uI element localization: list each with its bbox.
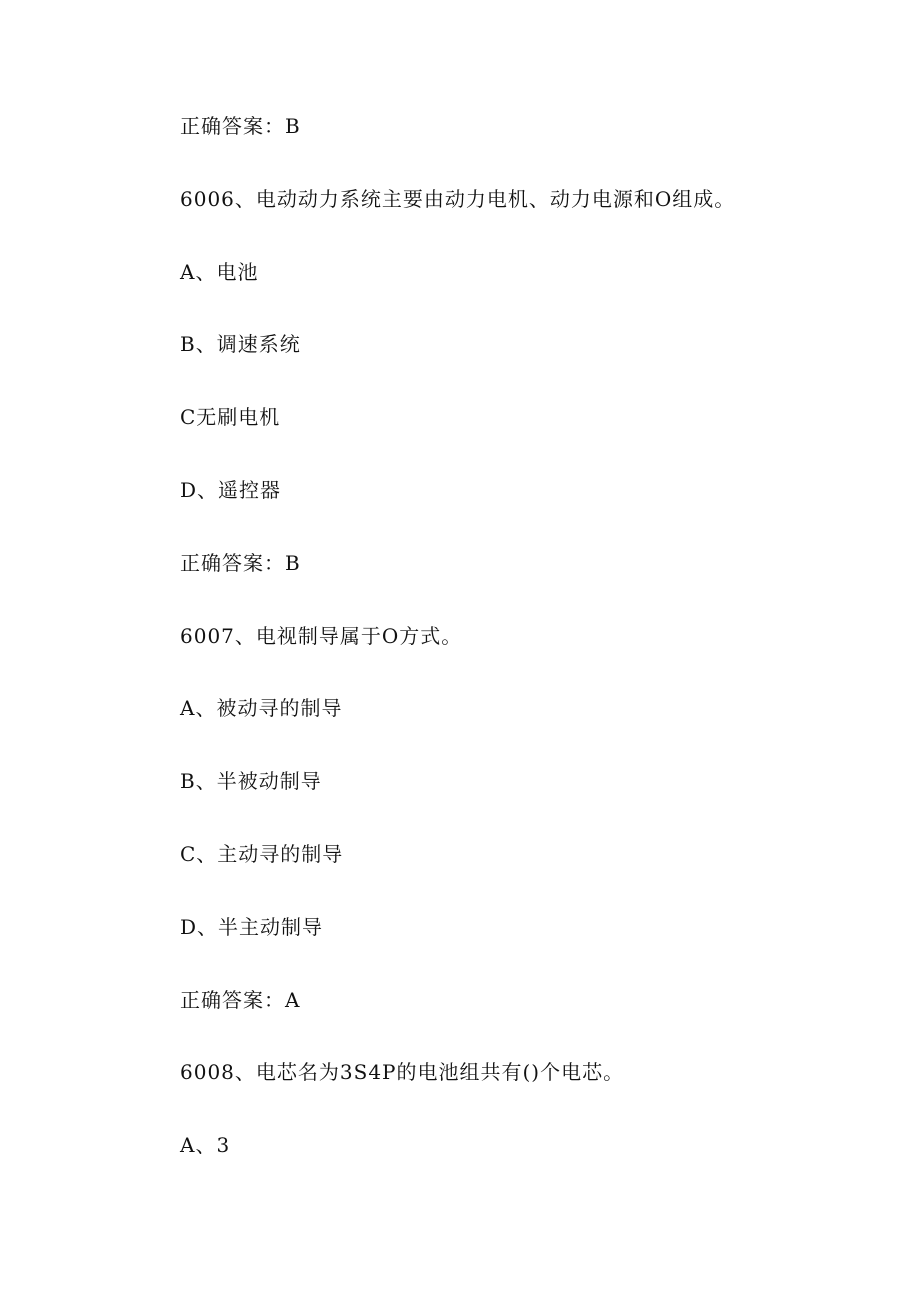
question-6007: 6007、电视制导属于O方式。: [180, 623, 463, 648]
option-c: C无刷电机: [180, 405, 281, 430]
option-d: D、遥控器: [180, 477, 282, 502]
answer-line: 正确答案：B: [180, 114, 301, 138]
question-6008: 6008、电芯名为3S4P的电池组共有()个电芯。: [180, 1060, 625, 1085]
question-6006: 6006、电动动力系统主要由动力电机、动力电源和O组成。: [180, 186, 736, 211]
option-a: A、被动寻的制导: [180, 696, 343, 721]
option-c: C、主动寻的制导: [180, 841, 344, 866]
option-b: B、调速系统: [180, 332, 301, 357]
option-a: A、3: [180, 1133, 231, 1158]
answer-line: 正确答案：A: [180, 987, 301, 1012]
document-body: [180, 90, 880, 1182]
answer-line: 正确答案：B: [180, 550, 301, 575]
option-b: B、半被动制导: [180, 769, 322, 794]
option-d: D、半主动制导: [180, 914, 324, 939]
option-a: A、电池: [180, 259, 259, 284]
